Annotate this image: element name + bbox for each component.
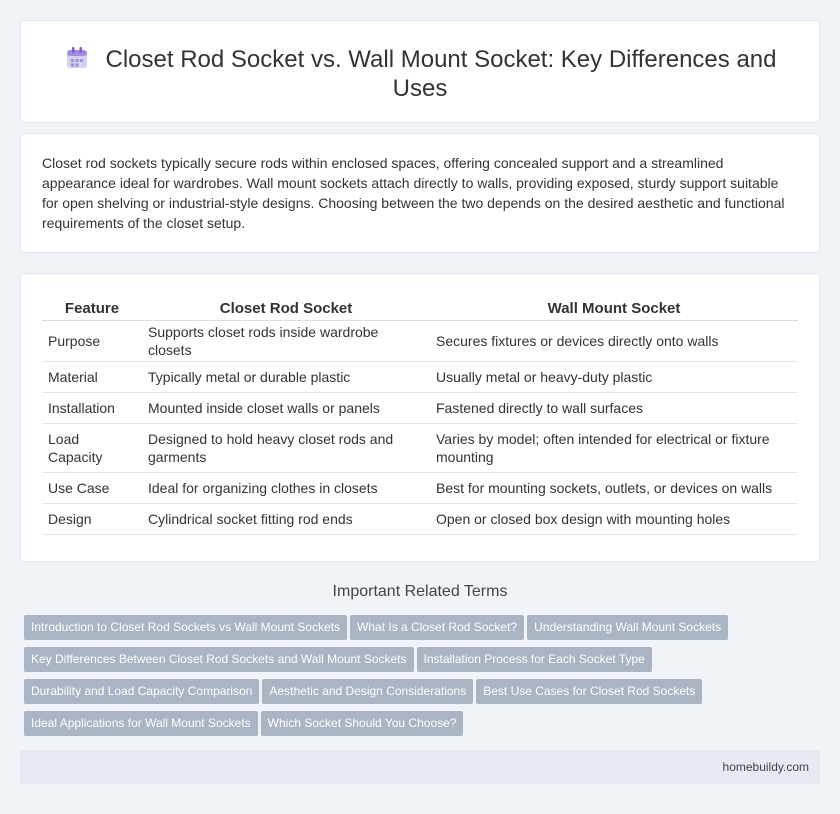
related-term-tag[interactable]: Which Socket Should You Choose? [261,711,464,736]
related-term-tag[interactable]: Introduction to Closet Rod Sockets vs Wall Mount Sockets [24,615,347,640]
header-wall-mount-socket: Wall Mount Socket [430,294,798,320]
header-closet-rod-socket: Closet Rod Socket [142,294,430,320]
tag-row [24,615,824,647]
related-term-tag[interactable]: Durability and Load Capacity Comparison [24,679,259,704]
related-terms-list [24,615,824,743]
wall-mount-value: Usually metal or heavy-duty plastic [430,361,798,392]
wall-mount-value: Open or closed box design with mounting holes [430,503,798,534]
table-row [42,320,798,361]
wall-mount-value: Secures fixtures or devices directly onto walls [430,320,798,361]
intro-card [20,133,820,253]
closet-rod-value: Cylindrical socket fitting rod ends [142,503,430,534]
footer [20,750,820,784]
wall-mount-value: Best for mounting sockets, outlets, or devices on walls [430,472,798,503]
closet-rod-value: Ideal for organizing clothes in closets [142,472,430,503]
related-term-tag[interactable]: Installation Process for Each Socket Type [417,647,652,672]
related-term-tag[interactable]: Best Use Cases for Closet Rod Sockets [476,679,702,704]
page-title: Closet Rod Socket vs. Wall Mount Socket: Key Differences and Uses [105,46,777,102]
closet-rod-value: Typically metal or durable plastic [142,361,430,392]
page-title-row [61,45,779,103]
row-label: Installation [42,392,142,423]
row-label: Purpose [42,320,142,361]
related-terms-heading: Important Related Terms [332,583,508,600]
row-label: Load Capacity [42,423,142,472]
closet-rod-value: Mounted inside closet walls or panels [142,392,430,423]
tag-row [24,647,824,679]
table-row [42,423,798,472]
related-term-tag[interactable]: Aesthetic and Design Considerations [262,679,473,704]
intro-paragraph: Closet rod sockets typically secure rods within enclosed spaces, offering concealed support and a streamlined appearance ideal for wardrobes. Wall mount sockets attach directly to walls, providing exposed, sturdy support suitable for open shelving or industrial-style designs. Choosing between the two depends on the desired aesthetic and functional requirements of the closet setup. [42,155,785,231]
comparison-table [42,294,798,535]
related-term-tag[interactable]: Key Differences Between Closet Rod Sockets and Wall Mount Sockets [24,647,414,672]
row-label: Use Case [42,472,142,503]
row-label: Design [42,503,142,534]
row-label: Material [42,361,142,392]
closet-rod-value: Designed to hold heavy closet rods and garments [142,423,430,472]
related-term-tag[interactable]: Ideal Applications for Wall Mount Sockets [24,711,258,736]
comparison-table-card [20,273,820,562]
footer-site-link[interactable]: homebuildy.com [722,760,809,774]
calendar-icon [64,45,90,71]
wall-mount-value: Fastened directly to wall surfaces [430,392,798,423]
related-term-tag[interactable]: What Is a Closet Rod Socket? [350,615,524,640]
table-row [42,361,798,392]
related-term-tag[interactable]: Understanding Wall Mount Sockets [527,615,728,640]
tag-row [24,679,824,711]
table-row [42,392,798,423]
closet-rod-value: Supports closet rods inside wardrobe closets [142,320,430,361]
table-row [42,503,798,534]
header-feature: Feature [42,294,142,320]
table-row [42,472,798,503]
wall-mount-value: Varies by model; often intended for electrical or fixture mounting [430,423,798,472]
title-card [20,20,820,123]
tag-row [24,711,824,743]
table-header-row [42,294,798,320]
